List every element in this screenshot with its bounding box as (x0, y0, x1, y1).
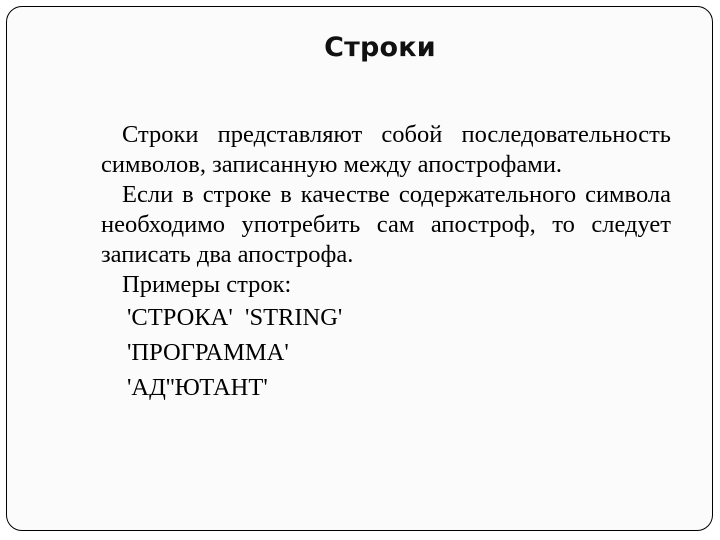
slide-body (101, 120, 671, 405)
example-line: 'СТРОКА' 'STRING' (127, 304, 343, 331)
paragraph-definition: Строки представляют собой последовательность символов, записанную между апострофами. (101, 121, 671, 178)
example-line: 'ПРОГРАММА' (127, 339, 289, 366)
slide-title: Строки (324, 32, 436, 63)
example-line: 'АД''ЮТАНТ' (127, 374, 268, 401)
paragraph-apostrophe-rule: Если в строке в качестве содержательного символа необходимо употребить сам апостроф, то следует записать два апострофа. (101, 181, 671, 268)
examples-heading: Примеры строк: (122, 271, 292, 298)
